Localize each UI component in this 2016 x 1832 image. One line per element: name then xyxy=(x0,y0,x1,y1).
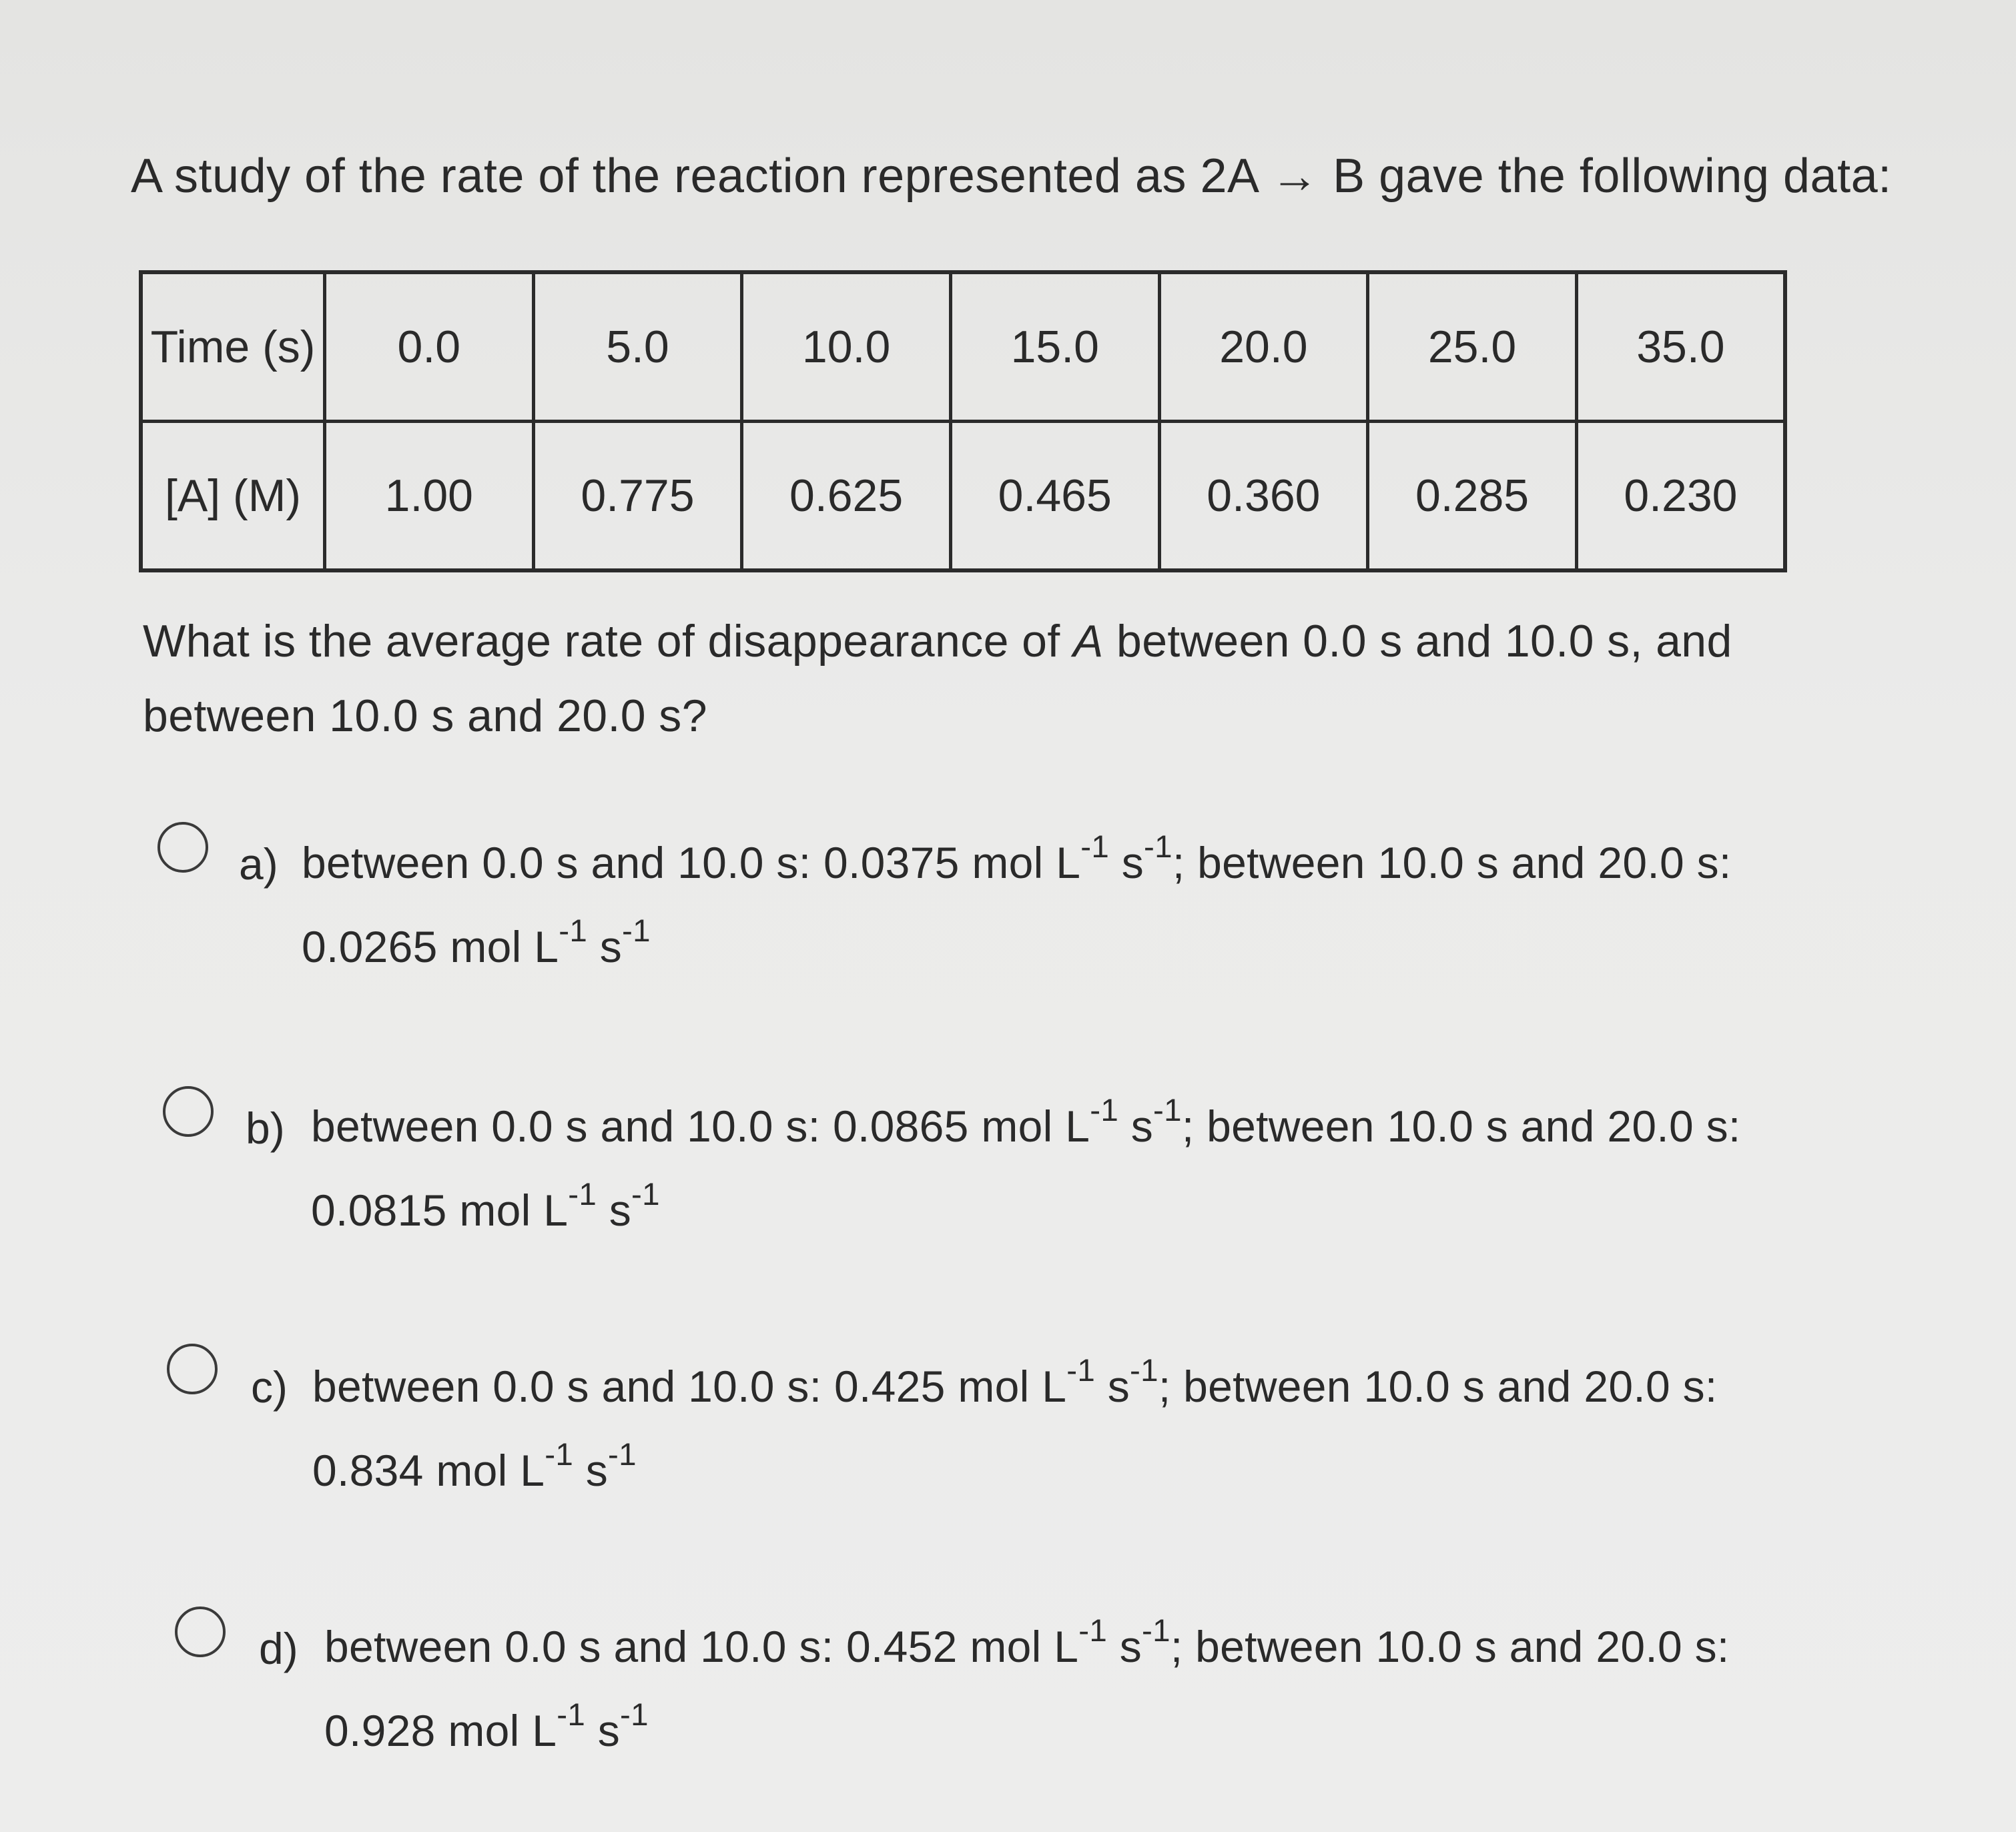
unit-exp: -1 xyxy=(1142,1613,1170,1649)
radio-option-d[interactable] xyxy=(175,1607,226,1657)
concentration-cell: 0.230 xyxy=(1576,422,1785,571)
unit-mol-l: mol L xyxy=(436,1446,545,1495)
time-header: Time (s) xyxy=(141,272,325,422)
concentration-cell: 1.00 xyxy=(325,422,534,571)
option-a-value2: 0.0265 xyxy=(302,922,438,971)
option-a-interval2: between 10.0 s and 20.0 s: xyxy=(1197,838,1732,887)
time-cell: 5.0 xyxy=(533,272,742,422)
unit-mol-l: mol L xyxy=(972,838,1081,887)
option-a-text: between 0.0 s and 10.0 s: 0.0375 mol $L^{-1}$ $s^{-1}$; between 10.0 s and 20.0 s: 0.0265 mol $L^{-1}$ $s^{-1}$ xyxy=(302,829,1732,971)
option-b-interval2: between 10.0 s and 20.0 s: xyxy=(1207,1101,1741,1151)
unit-s: s xyxy=(585,1446,609,1495)
option-c-text: between 0.0 s and 10.0 s: 0.425 mol $L^{-1}$ $s^{-1}$; between 10.0 s and 20.0 s: 0.834 mol $L^{-1}$ $s^{-1}$ xyxy=(312,1353,1718,1495)
unit-s: s xyxy=(599,922,623,971)
time-cell: 15.0 xyxy=(950,272,1159,422)
concentration-cell: 0.465 xyxy=(950,422,1159,571)
unit-exp: -1 xyxy=(1130,1353,1158,1389)
unit-exp: -1 xyxy=(1066,1353,1096,1389)
option-c-value1: 0.425 xyxy=(834,1362,946,1411)
option-c-interval1: between 0.0 s and 10.0 s: xyxy=(312,1362,835,1411)
option-b-value2: 0.0815 xyxy=(311,1186,447,1235)
time-cell: 20.0 xyxy=(1159,272,1368,422)
time-cell: 10.0 xyxy=(742,272,951,422)
unit-mol-l: mol L xyxy=(459,1186,569,1235)
unit-s: s xyxy=(609,1186,632,1235)
radio-option-a[interactable] xyxy=(157,822,208,873)
concentration-header: [A] (M) xyxy=(141,422,325,571)
option-c-interval2: between 10.0 s and 20.0 s: xyxy=(1183,1362,1718,1411)
radio-option-b[interactable] xyxy=(163,1086,214,1137)
question-text xyxy=(143,604,1851,753)
unit-mol-l: mol L xyxy=(981,1101,1090,1151)
option-b-interval1: between 0.0 s and 10.0 s: xyxy=(311,1101,833,1151)
option-d-interval1: between 0.0 s and 10.0 s: xyxy=(324,1622,847,1671)
option-d-value1: 0.452 xyxy=(846,1622,958,1671)
question-part2: between 0.0 s and 10.0 s, and between 10.0 s and 20.0 s? xyxy=(143,616,1732,741)
unit-exp: -1 xyxy=(1144,829,1172,865)
concentration-cell: 0.775 xyxy=(533,422,742,571)
radio-option-c[interactable] xyxy=(167,1344,218,1394)
question-part1: What is the average rate of disappearance of xyxy=(143,616,1073,666)
time-row xyxy=(141,272,1785,422)
unit-s: s xyxy=(1107,1362,1130,1411)
option-b-letter: b) xyxy=(246,1103,285,1153)
unit-s: s xyxy=(1130,1101,1154,1151)
time-cell: 35.0 xyxy=(1576,272,1785,422)
data-table xyxy=(139,270,1787,572)
option-c-value2: 0.834 xyxy=(312,1446,424,1495)
unit-s: s xyxy=(1119,1622,1142,1671)
option-a-interval1: between 0.0 s and 10.0 s: xyxy=(302,838,824,887)
unit-exp: -1 xyxy=(1080,829,1110,865)
option-a-value1: 0.0375 xyxy=(823,838,960,887)
unit-mol-l: mol L xyxy=(970,1622,1079,1671)
concentration-row xyxy=(141,422,1785,571)
unit-exp: -1 xyxy=(557,1697,586,1733)
unit-mol-l: mol L xyxy=(448,1706,557,1755)
option-d-interval2: between 10.0 s and 20.0 s: xyxy=(1195,1622,1730,1671)
option-d-text: between 0.0 s and 10.0 s: 0.452 mol $L^{-1}$ $s^{-1}$; between 10.0 s and 20.0 s: 0.928 mol $L^{-1}$ $s^{-1}$ xyxy=(324,1613,1730,1755)
option-b-value1: 0.0865 xyxy=(833,1101,969,1151)
unit-exp: -1 xyxy=(568,1177,597,1213)
option-b-text: between 0.0 s and 10.0 s: 0.0865 mol $L^{-1}$ $s^{-1}$; between 10.0 s and 20.0 s: 0.0815 mol $L^{-1}$ $s^{-1}$ xyxy=(311,1093,1741,1235)
unit-exp: -1 xyxy=(559,913,588,949)
concentration-cell: 0.360 xyxy=(1159,422,1368,571)
unit-exp: -1 xyxy=(1078,1613,1108,1649)
unit-exp: -1 xyxy=(608,1437,637,1473)
unit-s: s xyxy=(597,1706,621,1755)
unit-exp: -1 xyxy=(622,913,651,949)
time-cell: 0.0 xyxy=(325,272,534,422)
option-c-letter: c) xyxy=(251,1362,288,1412)
option-a-letter: a) xyxy=(239,839,278,889)
question-species: A xyxy=(1072,616,1104,666)
unit-mol-l: mol L xyxy=(450,922,559,971)
unit-mol-l: mol L xyxy=(958,1362,1067,1411)
time-cell: 25.0 xyxy=(1368,272,1577,422)
unit-exp: -1 xyxy=(1153,1093,1182,1129)
concentration-cell: 0.285 xyxy=(1368,422,1577,571)
unit-exp: -1 xyxy=(545,1437,574,1473)
unit-exp: -1 xyxy=(631,1177,660,1213)
concentration-cell: 0.625 xyxy=(742,422,951,571)
unit-s: s xyxy=(1121,838,1144,887)
option-d-value2: 0.928 xyxy=(324,1706,436,1755)
unit-exp: -1 xyxy=(1090,1093,1119,1129)
question-intro: A study of the rate of the reaction represented as 2A → B gave the following data: xyxy=(131,149,1892,203)
unit-exp: -1 xyxy=(620,1697,649,1733)
option-d-letter: d) xyxy=(259,1624,298,1673)
